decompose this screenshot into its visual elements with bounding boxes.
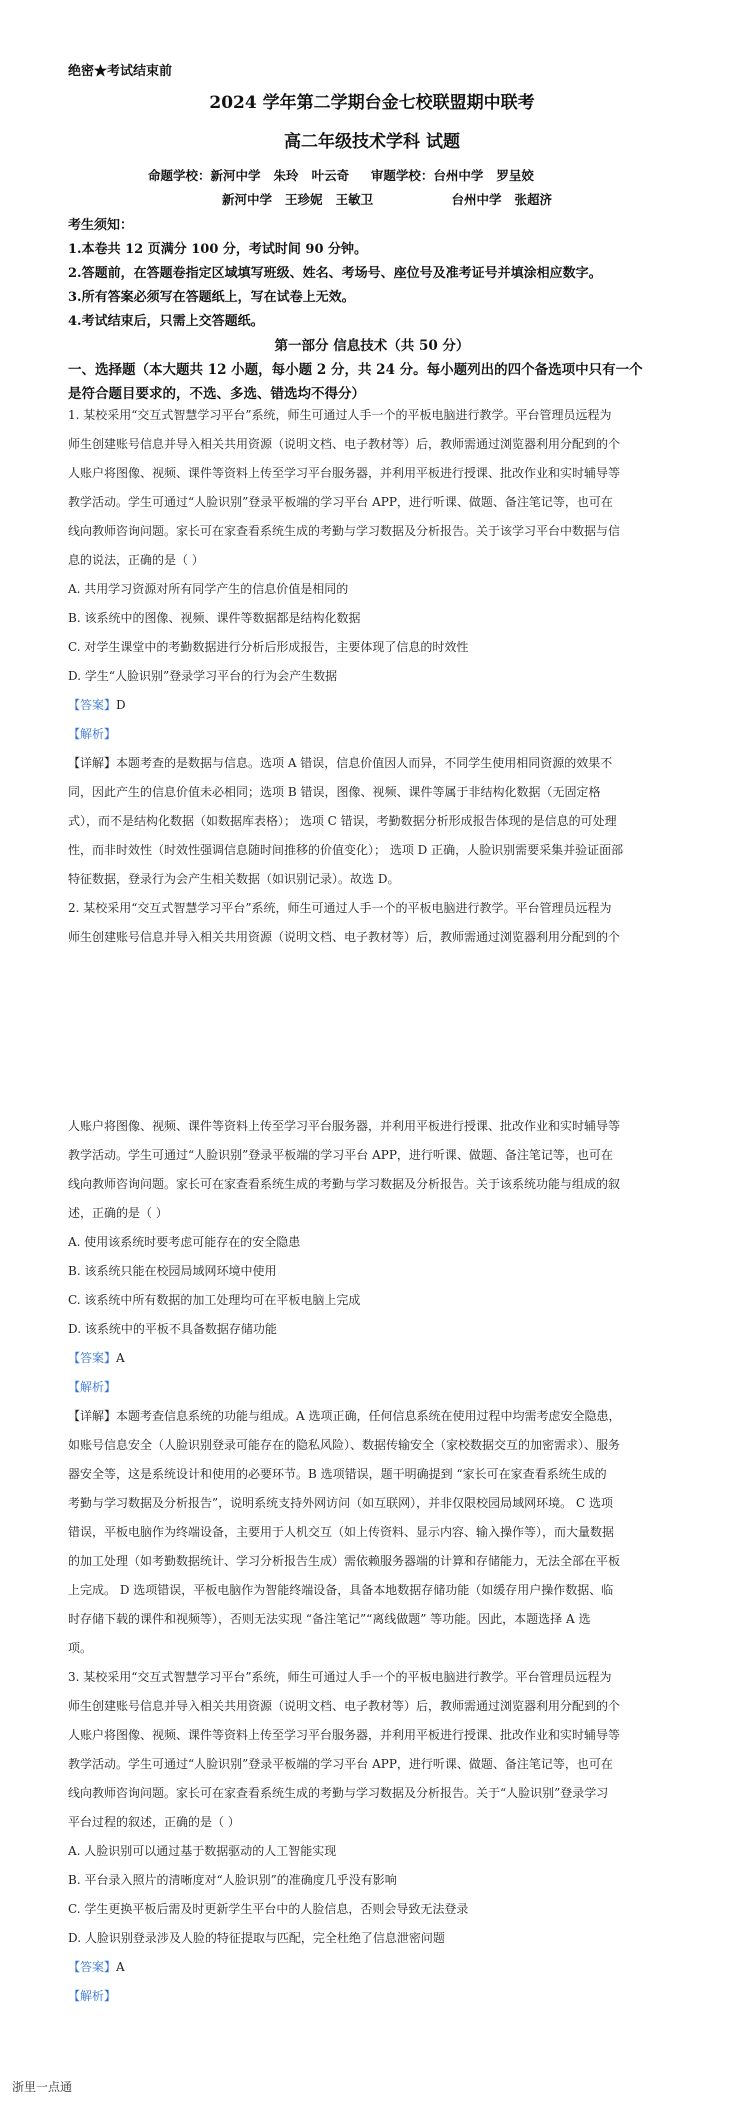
notice-item: 4.考试结束后，只需上交答题纸。 <box>68 314 264 329</box>
q1-stem-line: 息的说法，正确的是（ ） <box>68 553 204 567</box>
q1-stem-line: 1. 某校采用“交互式智慧学习平台”系统，师生可通过人手一个的平板电脑进行教学。平台管理员远程为 <box>68 408 612 422</box>
q2-detail-line: 的加工处理（如考勤数据统计、学习分析报告生成）需依赖服务器端的计算和存储能力，无法全部在平板 <box>68 1554 621 1568</box>
notice-item: 3.所有答案必须写在答题纸上，写在试卷上无效。 <box>68 290 355 305</box>
q3-answer <box>68 1958 125 1975</box>
exam-title: 2024 学年第二学期台金七校联盟期中联考 <box>209 93 535 113</box>
q3-stem-line: 师生创建账号信息并导入相关共用资源（说明文档、电子教材等）后，教师需通过浏览器利用分配到的个 <box>68 1699 621 1713</box>
q1-option: C. 对学生课堂中的考勤数据进行分析后形成报告，主要体现了信息的时效性 <box>68 640 469 654</box>
q1-stem-line: 教学活动。学生可通过“人脸识别”登录平板端的学习平台 APP，进行听课、做题、备注笔记等，也可在 <box>68 495 613 509</box>
q3-stem-line: 教学活动。学生可通过“人脸识别”登录平板端的学习平台 APP，进行听课、做题、备注笔记等，也可在 <box>68 1757 613 1771</box>
notice-heading: 考生须知： <box>68 218 134 233</box>
q2-detail-line: 【详解】本题考查信息系统的功能与组成。A 选项正确，任何信息系统在使用过程中均需考虑安全隐患， <box>68 1409 621 1423</box>
answer-tag: 【答案】 <box>68 1960 117 1974</box>
q3-option: D. 人脸识别登录涉及人脸的特征提取与匹配，完全杜绝了信息泄密问题 <box>68 1931 445 1945</box>
q3-stem-line: 平台过程的叙述，正确的是（ ） <box>68 1815 240 1829</box>
q2-detail-line: 时存储下载的课件和视频等），否则无法实现 “备注笔记”“离线做题” 等功能。因此，本题选择 A 选 <box>68 1612 591 1626</box>
q2-option: A. 使用该系统时要考虑可能存在的安全隐患 <box>68 1235 301 1249</box>
q2-detail-line: 器安全等，这是系统设计和使用的必要环节。B 选项错误，题干明确提到 “家长可在家查看系统生成的 <box>68 1467 607 1481</box>
q1-option: A. 共用学习资源对所有同学产生的信息价值是相同的 <box>68 582 349 596</box>
q1-stem-line: 师生创建账号信息并导入相关共用资源（说明文档、电子教材等）后，教师需通过浏览器利用分配到的个 <box>68 437 621 451</box>
answer-tag: 【答案】 <box>68 698 117 712</box>
q2-stem-line: 师生创建账号信息并导入相关共用资源（说明文档、电子教材等）后，教师需通过浏览器利用分配到的个 <box>68 930 621 944</box>
q2-stem-line: 述，正确的是（ ） <box>68 1206 168 1220</box>
section-heading: 是符合题目要求的，不选、多选、错选均不得分） <box>68 386 365 402</box>
footer-watermark: 浙里一点通 <box>12 2080 73 2094</box>
q2-detail-line: 考勤与学习数据及分析报告”，说明系统支持外网访问（如互联网），并非仅限校园局域网环境。 C 选项 <box>68 1496 613 1510</box>
q1-option: D. 学生“人脸识别”登录学习平台的行为会产生数据 <box>68 669 338 683</box>
q3-stem-line: 人账户将图像、视频、课件等资料上传至学习平台服务器，并利用平板进行授课、批改作业和实时辅导等 <box>68 1728 621 1742</box>
q1-detail-line: 【详解】本题考查的是数据与信息。选项 A 错误，信息价值因人而异，不同学生使用相同资源的效果不 <box>68 756 613 770</box>
q1-detail-line: 特征数据，登录行为会产生相关数据（如识别记录）。故选 D。 <box>68 872 400 886</box>
q1-detail-line: 同，因此产生的信息价值未必相同；选项 B 错误，图像、视频、课件等属于非结构化数据（无固定格 <box>68 785 601 799</box>
q3-stem-line: 3. 某校采用“交互式智慧学习平台”系统，师生可通过人手一个的平板电脑进行教学。平台管理员远程为 <box>68 1670 612 1684</box>
q2-stem-line: 人账户将图像、视频、课件等资料上传至学习平台服务器，并利用平板进行授课、批改作业和实时辅导等 <box>68 1119 621 1133</box>
q2-stem-line: 2. 某校采用“交互式智慧学习平台”系统，师生可通过人手一个的平板电脑进行教学。平台管理员远程为 <box>68 901 612 915</box>
q3-stem-line: 线向教师咨询问题。家长可在家查看系统生成的考勤与学习数据及分析报告。关于“人脸识别”登录学习 <box>68 1786 609 1800</box>
q3-option: C. 学生更换平板后需及时更新学生平台中的人脸信息，否则会导致无法登录 <box>68 1902 469 1916</box>
q2-answer <box>68 1349 125 1366</box>
answer-value: A <box>116 1351 125 1365</box>
q3-option: A. 人脸识别可以通过基于数据驱动的人工智能实现 <box>68 1844 337 1858</box>
q2-option: D. 该系统中的平板不具备数据存储功能 <box>68 1322 277 1336</box>
authors-line-1: 命题学校：新河中学 朱玲 叶云奇 审题学校：台州中学 罗呈姣 <box>148 168 534 183</box>
answer-tag: 【答案】 <box>68 1351 117 1365</box>
q1-stem-line: 线向教师咨询问题。家长可在家查看系统生成的考勤与学习数据及分析报告。关于该学习平台中数据与信 <box>68 524 621 538</box>
q2-option: C. 该系统中所有数据的加工处理均可在平板电脑上完成 <box>68 1293 361 1307</box>
q2-detail-line: 如账号信息安全（人脸识别登录可能存在的隐私风险）、数据传输安全（家校数据交互的加密需求）、服务 <box>68 1438 621 1452</box>
q3-option: B. 平台录入照片的清晰度对“人脸识别”的准确度几乎没有影响 <box>68 1873 397 1887</box>
q1-detail-line: 式），而不是结构化数据（如数据库表格）； 选项 C 错误，考勤数据分析形成报告体现的是信息的可处理 <box>68 814 617 828</box>
q2-option: B. 该系统只能在校园局域网环境中使用 <box>68 1264 277 1278</box>
q2-stem-line: 教学活动。学生可通过“人脸识别”登录平板端的学习平台 APP，进行听课、做题、备注笔记等，也可在 <box>68 1148 613 1162</box>
notice-item: 1.本卷共 12 页满分 100 分，考试时间 90 分钟。 <box>68 242 368 257</box>
q2-detail-line: 上完成。 D 选项错误，平板电脑作为智能终端设备，具备本地数据存储功能（如缓存用户操作数据、临 <box>68 1583 614 1597</box>
part-title: 第一部分 信息技术（共 50 分） <box>274 338 470 354</box>
q1-answer <box>68 696 126 713</box>
section-heading: 一、选择题（本大题共 12 小题，每小题 2 分，共 24 分。每小题列出的四个备选项中只有一个 <box>68 362 643 378</box>
q3-analysis-tag: 【解析】 <box>68 1989 117 2003</box>
q1-option: B. 该系统中的图像、视频、课件等数据都是结构化数据 <box>68 611 361 625</box>
notice-item: 2.答题前，在答题卷指定区域填写班级、姓名、考场号、座位号及准考证号并填涂相应数字。 <box>68 266 602 281</box>
q2-stem-line: 线向教师咨询问题。家长可在家查看系统生成的考勤与学习数据及分析报告。关于该系统功能与组成的叙 <box>68 1177 621 1191</box>
q2-detail-line: 项。 <box>68 1641 93 1655</box>
q2-detail-line: 错误，平板电脑作为终端设备，主要用于人机交互（如上传资料、显示内容、输入操作等），而大量数据 <box>68 1525 615 1539</box>
answer-value: A <box>116 1960 125 1974</box>
secret-label: 绝密★考试结束前 <box>68 64 173 79</box>
exam-subtitle: 高二年级技术学科 试题 <box>284 132 460 152</box>
q1-analysis-tag: 【解析】 <box>68 727 117 741</box>
q2-analysis-tag: 【解析】 <box>68 1380 117 1394</box>
authors-line-2: 新河中学 王珍妮 王敏卫 台州中学 张超济 <box>222 192 552 207</box>
q1-stem-line: 人账户将图像、视频、课件等资料上传至学习平台服务器，并利用平板进行授课、批改作业和实时辅导等 <box>68 466 621 480</box>
answer-value: D <box>116 698 126 712</box>
q1-detail-line: 性，而非时效性（时效性强调信息随时间推移的价值变化）； 选项 D 正确，人脸识别需要采集并验证面部 <box>68 843 624 857</box>
